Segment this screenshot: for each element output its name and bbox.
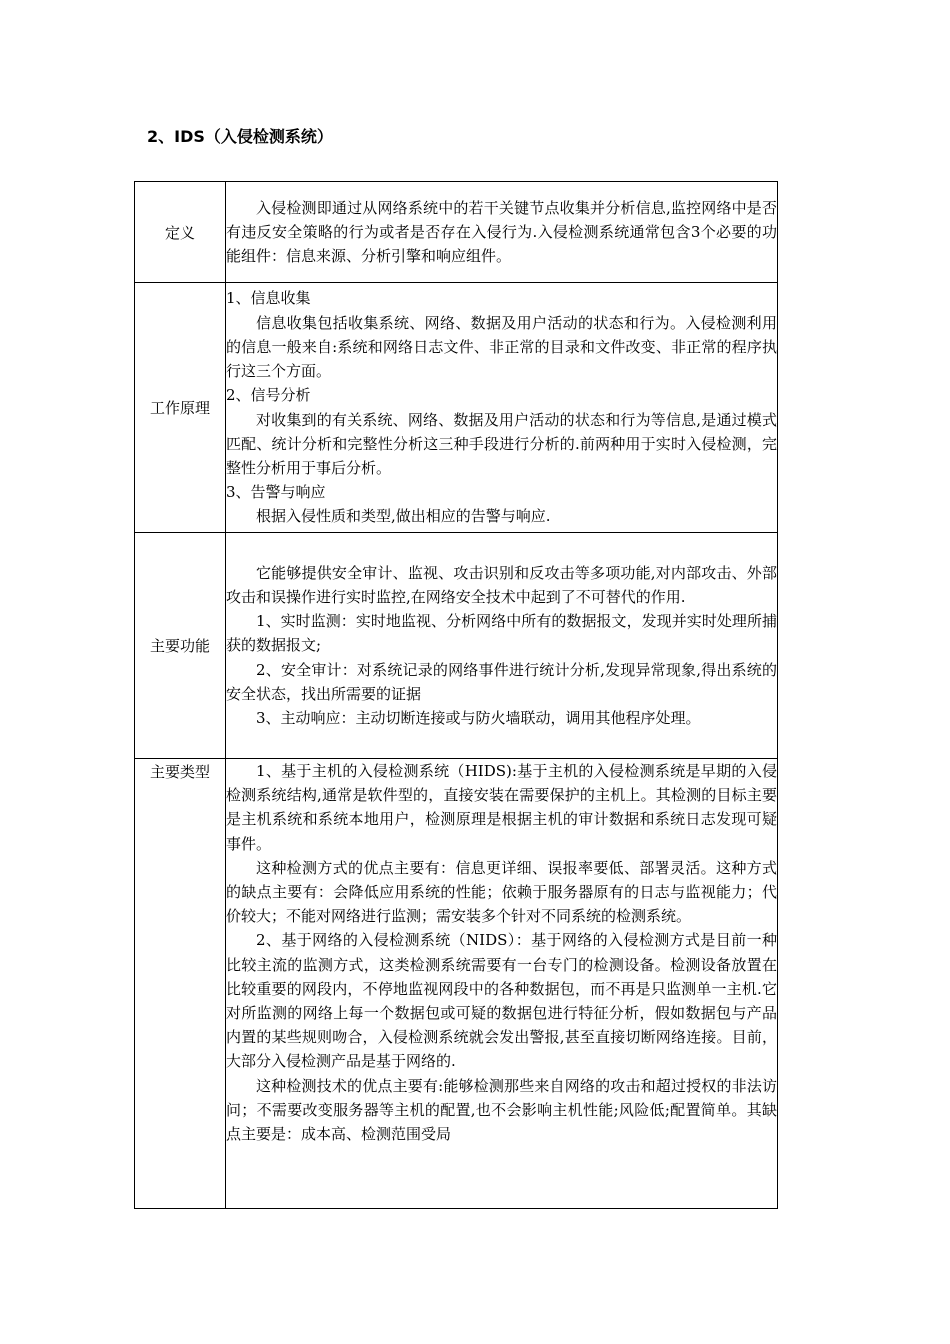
paragraph: 入侵检测即通过从网络系统中的若干关键节点收集并分析信息,监控网络中是否有违反安全策略的行为或者是否存在入侵行为.入侵检测系统通常包含3个必要的功能组件：信息来源、分析引擎和响应组件。 <box>226 198 777 266</box>
row-label-definition: 定义 <box>135 182 226 283</box>
table-row-principle <box>135 283 778 533</box>
row-content-definition <box>226 182 778 283</box>
paragraph: 信息收集包括收集系统、网络、数据及用户活动的状态和行为。入侵检测利用的信息一般来自:系统和网络日志文件、非正常的目录和文件改变、非正常的程序执行这三个方面。 <box>226 313 777 381</box>
paragraph: 对收集到的有关系统、网络、数据及用户活动的状态和行为等信息,是通过模式匹配、统计分析和完整性分析这三种手段进行分析的.前两种用于实时入侵检测，完整性分析用于事后分析。 <box>226 410 777 477</box>
row-label-types: 主要类型 <box>135 759 226 1209</box>
row-label-principle: 工作原理 <box>135 283 226 533</box>
row-content-principle <box>226 283 778 533</box>
subheading: 1、信息收集 <box>226 289 311 308</box>
paragraph: 它能够提供安全审计、监视、攻击识别和反攻击等多项功能,对内部攻击、外部攻击和误操作进行实时监控,在网络安全技术中起到了不可替代的作用. <box>226 563 777 606</box>
row-content-types <box>226 759 778 1209</box>
table-row-types <box>135 759 778 1209</box>
row-label-functions: 主要功能 <box>135 533 226 759</box>
subheading: 2、信号分析 <box>226 386 311 405</box>
paragraph: 2、基于网络的入侵检测系统（NIDS）：基于网络的入侵检测方式是目前一种比较主流的监测方式，这类检测系统需要有一台专门的检测设备。检测设备放置在比较重要的网段内，不停地监视网段中的各种数据包，而不再是只监测单一主机.它对所监测的网络上每一个数据包或可疑的数据包进行特征分析，假如数据包与产品内置的某些规则吻合，入侵检测系统就会发出警报,甚至直接切断网络连接。目前，大部分入侵检测产品是基于网络的. <box>226 931 777 1071</box>
subheading: 3、告警与响应 <box>226 483 326 502</box>
paragraph: 根据入侵性质和类型,做出相应的告警与响应. <box>256 507 551 526</box>
row-content-functions <box>226 533 778 759</box>
table-row-definition <box>135 182 778 283</box>
paragraph: 这种检测技术的优点主要有:能够检测那些来自网络的攻击和超过授权的非法访问；不需要改变服务器等主机的配置,也不会影响主机性能;风险低;配置简单。其缺点主要是：成本高、检测范围受局 <box>226 1076 777 1144</box>
paragraph: 1、实时监测：实时地监视、分析网络中所有的数据报文，发现并实时处理所捕获的数据报文; <box>226 612 777 655</box>
paragraph: 1、基于主机的入侵检测系统（HIDS):基于主机的入侵检测系统是早期的入侵检测系统结构,通常是软件型的，直接安装在需要保护的主机上。其检测的目标主要是主机系统和系统本地用户，检测原理是根据主机的审计数据和系统日志发现可疑事件。 <box>226 762 777 853</box>
section-heading: 2、IDS（入侵检测系统） <box>147 127 333 146</box>
paragraph: 2、安全审计：对系统记录的网络事件进行统计分析,发现异常现象,得出系统的安全状态，找出所需要的证据 <box>226 660 777 703</box>
table-row-functions <box>135 533 778 759</box>
paragraph: 这种检测方式的优点主要有：信息更详细、误报率要低、部署灵活。这种方式的缺点主要有：会降低应用系统的性能；依赖于服务器原有的日志与监视能力；代价较大；不能对网络进行监测；需安装多个针对不同系统的检测系统。 <box>226 858 777 926</box>
paragraph: 3、主动响应：主动切断连接或与防火墙联动，调用其他程序处理。 <box>256 709 701 727</box>
ids-table <box>134 181 778 1209</box>
